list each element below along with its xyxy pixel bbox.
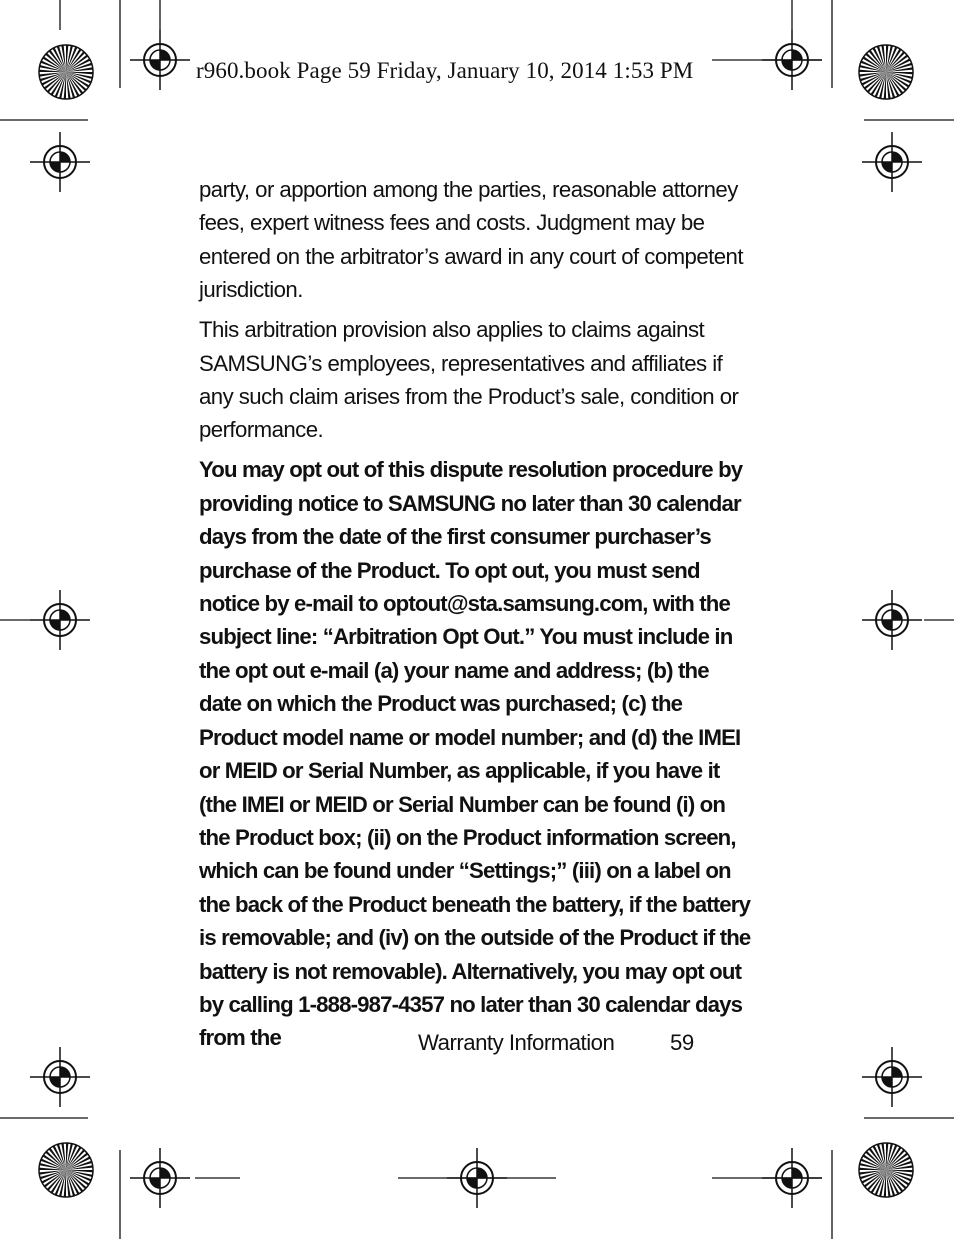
paragraph-arbitration-scope: This arbitration provision also applies to claims against SAMSUNG’s employees, representatives and affiliates if any such claim arises from the Product’s sale, condition or performance. [199, 317, 739, 443]
page-number: 59 [670, 1030, 694, 1055]
paragraph-opt-out-notice: You may opt out of this dispute resolution procedure by providing notice to SAMSUNG no later than 30 calendar days from the date of the first consumer purchaser’s purchase of the Product. To opt out, you must send notice by e-mail to optout@sta.samsung.com, with the subject line: “Arbitration Opt Out.” You must include in the opt out e-mail (a) your name and address; (b) the date on which the Product was purchased; (c) the Product model name or model number; and (d) the IMEI or MEID or Serial Number, as applicable, if you have it (the IMEI or MEID or Serial Number can be found (i) on the Product box; (ii) on the Product information screen, which can be found under “Settings;” (iii) on a label on the back of the Product beneath the battery, if the battery is removable; and (iv) on the outside of the Product if the battery is not removable). Alternatively, you may opt out by calling 1-888-987-4357 no later than 30 calendar days from the [199, 457, 751, 1051]
registration-starburst-icon [39, 45, 93, 99]
registration-target-icon [130, 1148, 190, 1208]
registration-starburst-icon [859, 1143, 913, 1197]
document-body [199, 173, 751, 1061]
registration-target-icon [762, 1148, 822, 1208]
registration-target-icon [130, 30, 190, 90]
registration-target-icon [862, 1047, 922, 1107]
print-job-header: r960.book Page 59 Friday, January 10, 2014 1:53 PM [196, 58, 694, 83]
registration-target-icon [30, 1047, 90, 1107]
page-footer [418, 1030, 718, 1056]
registration-target-icon [30, 132, 90, 192]
footer-section-title: Warranty Information [418, 1030, 615, 1055]
paragraph-attorney-fees: party, or apportion among the parties, reasonable attorney fees, expert witness fees and costs. Judgment may be entered on the arbitrator’s award in any court of competent jurisdiction. [199, 177, 743, 303]
registration-target-icon [762, 30, 822, 90]
registration-target-icon [862, 132, 922, 192]
registration-starburst-icon [39, 1143, 93, 1197]
registration-target-icon [862, 590, 922, 650]
registration-starburst-icon [859, 45, 913, 99]
registration-target-icon [30, 590, 90, 650]
registration-target-icon [447, 1148, 507, 1208]
